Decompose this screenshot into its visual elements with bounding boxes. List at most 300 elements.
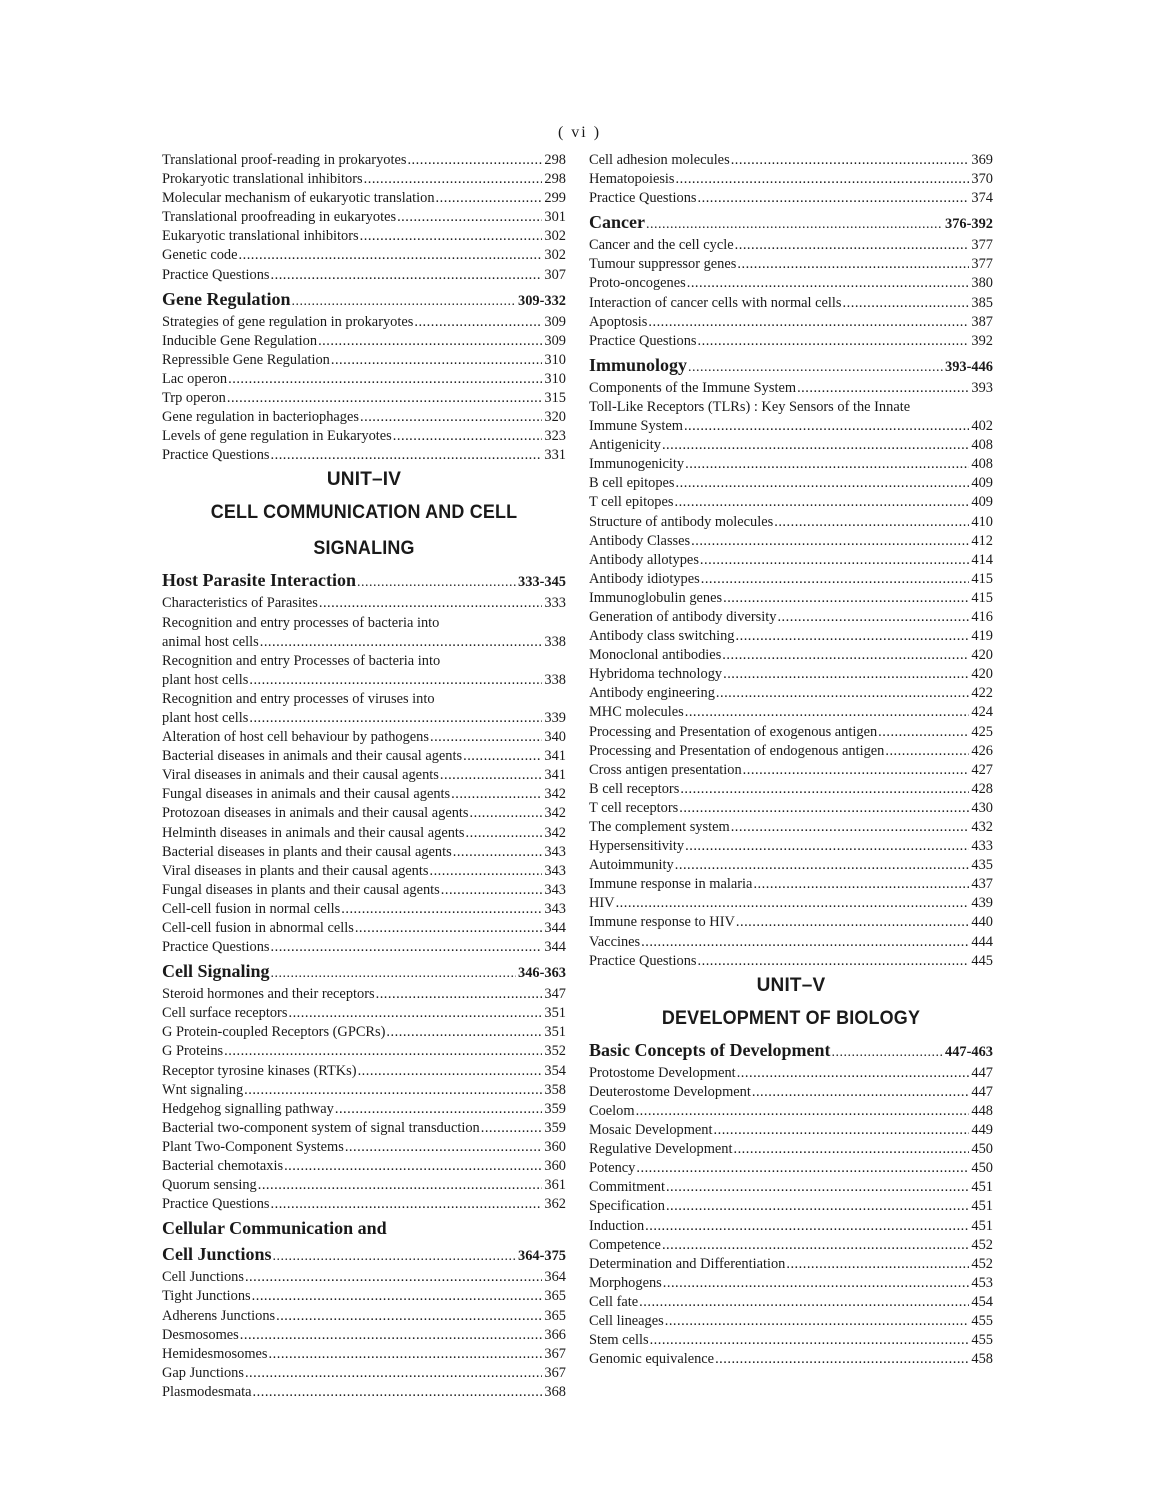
- dot-leader: [260, 633, 543, 652]
- entry-page: 362: [544, 1196, 566, 1213]
- entry-page: 385: [971, 294, 993, 311]
- toc-entry[interactable]: [162, 1004, 566, 1023]
- entry-page: 354: [544, 1062, 566, 1079]
- entry-page: 369: [971, 152, 993, 168]
- dot-leader: [436, 189, 543, 208]
- entry-page: 440: [971, 914, 993, 931]
- toc-entry[interactable]: [162, 728, 566, 747]
- entry-title: Determination and Differentiation: [589, 1255, 786, 1272]
- entry-title: Levels of gene regulation in Eukaryotes: [162, 428, 392, 445]
- dot-leader: [831, 1041, 943, 1064]
- toc-entry[interactable]: [589, 1159, 993, 1178]
- entry-title: Viral diseases in animals and their causal agents: [162, 767, 439, 784]
- toc-entry[interactable]: [589, 1197, 993, 1216]
- dot-leader: [258, 1176, 543, 1195]
- entry-page: 366: [544, 1326, 566, 1343]
- dot-leader: [685, 455, 969, 474]
- entry-page: 452: [971, 1255, 993, 1272]
- toc-entry[interactable]: [589, 933, 993, 952]
- toc-entry[interactable]: [162, 1081, 566, 1100]
- chapter-title: Cell Junctions: [162, 1244, 272, 1265]
- entry-title: T cell epitopes: [589, 494, 674, 511]
- toc-entry[interactable]: [162, 370, 566, 389]
- chapter-page-range: 364-375: [518, 1248, 566, 1265]
- entry-page: 392: [971, 332, 993, 349]
- dot-leader: [731, 151, 970, 170]
- toc-entry[interactable]: [162, 1042, 566, 1061]
- entry-page: 364: [544, 1269, 566, 1286]
- dot-leader: [666, 1197, 969, 1216]
- toc-entry[interactable]: [589, 1121, 993, 1140]
- entry-title: Receptor tyrosine kinases (RTKs): [162, 1062, 357, 1079]
- entry-title: Helminth diseases in animals and their causal agents: [162, 824, 465, 841]
- entry-page: 298: [544, 152, 566, 168]
- entry-page: 439: [971, 895, 993, 912]
- entry-title: Monoclonal antibodies: [589, 647, 722, 664]
- dot-leader: [698, 952, 970, 971]
- toc-entry[interactable]: [162, 1023, 566, 1042]
- entry-page: 393: [971, 379, 993, 396]
- dot-leader: [665, 1312, 970, 1331]
- entry-page: 432: [971, 819, 993, 835]
- dot-leader: [701, 570, 970, 589]
- entry-title: Processing and Presentation of exogenous antigen: [589, 723, 878, 740]
- toc-entry[interactable]: [589, 1217, 993, 1236]
- toc-entry[interactable]: [162, 881, 566, 900]
- toc-entry[interactable]: [589, 332, 993, 351]
- unit-title: DEVELOPMENT OF BIOLOGY: [661, 1006, 921, 1029]
- entry-page: 377: [971, 256, 993, 273]
- entry-page: 343: [544, 881, 566, 898]
- toc-entry[interactable]: [589, 703, 993, 722]
- entry-page: 309: [544, 332, 566, 349]
- toc-entry[interactable]: [162, 1345, 566, 1364]
- dot-leader: [663, 1274, 970, 1293]
- entry-page: 452: [971, 1236, 993, 1253]
- toc-entry[interactable]: [589, 1331, 993, 1350]
- dot-leader: [662, 436, 969, 455]
- entry-page: 367: [544, 1364, 566, 1381]
- entry-page: 302: [544, 247, 566, 264]
- entry-page: 351: [544, 1005, 566, 1022]
- toc-entry[interactable]: [162, 389, 566, 408]
- entry-page: 365: [544, 1288, 566, 1305]
- entry-title: Deuterostome Development: [589, 1083, 751, 1100]
- entry-page: 424: [971, 704, 993, 721]
- toc-entry[interactable]: [589, 608, 993, 627]
- toc-entry[interactable]: [162, 1383, 566, 1402]
- entry-page: 408: [971, 456, 993, 473]
- entry-title: Practice Questions: [589, 190, 697, 207]
- dot-leader: [466, 824, 543, 843]
- dot-leader: [684, 417, 969, 436]
- toc-entry[interactable]: [589, 723, 993, 742]
- entry-title: Tumour suppressor genes: [589, 256, 737, 273]
- entry-page: 415: [971, 589, 993, 606]
- entry-page: 451: [971, 1179, 993, 1196]
- toc-entry[interactable]: [162, 1119, 566, 1138]
- entry-page: 447: [971, 1064, 993, 1081]
- dot-leader: [752, 1083, 970, 1102]
- dot-leader: [364, 170, 543, 189]
- dot-leader: [797, 379, 969, 398]
- dot-leader: [680, 780, 969, 799]
- toc-entry[interactable]: [162, 208, 566, 227]
- dot-leader: [453, 843, 543, 862]
- dot-leader: [273, 1245, 517, 1268]
- dot-leader: [284, 1157, 542, 1176]
- toc-entry[interactable]: [589, 913, 993, 932]
- entry-title: Practice Questions: [162, 266, 270, 283]
- entry-page: 368: [544, 1383, 566, 1400]
- toc-entry[interactable]: [589, 589, 993, 608]
- toc-entry[interactable]: [162, 1100, 566, 1119]
- toc-entry[interactable]: [589, 294, 993, 313]
- chapter-page-range: 309-332: [518, 292, 566, 309]
- toc-entry[interactable]: [162, 747, 566, 766]
- dot-leader: [245, 1268, 542, 1287]
- entry-title: MHC molecules: [589, 704, 684, 721]
- entry-page: 414: [971, 551, 993, 568]
- toc-entry[interactable]: [162, 1287, 566, 1306]
- toc-entry[interactable]: [589, 952, 993, 971]
- toc-entry[interactable]: [162, 594, 566, 613]
- toc-entry[interactable]: [162, 446, 566, 465]
- dot-leader: [414, 313, 542, 332]
- toc-entry[interactable]: [589, 379, 993, 398]
- entry-title: Plasmodesmata: [162, 1383, 252, 1400]
- toc-entry[interactable]: [162, 313, 566, 332]
- chapter-title-line: Cellular Communication and: [162, 1218, 387, 1239]
- entry-title: Bacterial chemotaxis: [162, 1158, 284, 1175]
- toc-entry[interactable]: [162, 633, 566, 652]
- dot-leader: [753, 875, 969, 894]
- toc-entry[interactable]: [589, 684, 993, 703]
- toc-entry[interactable]: [162, 1326, 566, 1345]
- toc-entry[interactable]: [589, 761, 993, 780]
- toc-entry[interactable]: [589, 513, 993, 532]
- entry-title: Protostome Development: [589, 1064, 736, 1081]
- dot-leader: [276, 1307, 542, 1326]
- dot-leader: [407, 151, 542, 170]
- toc-entry[interactable]: [589, 665, 993, 684]
- toc-entry[interactable]: [589, 474, 993, 493]
- entry-title: T cell receptors: [589, 799, 679, 816]
- unit-title: CELL COMMUNICATION AND CELL SIGNALING: [210, 501, 518, 560]
- toc-entry[interactable]: [589, 875, 993, 894]
- entry-title: Processing and Presentation of endogenous antigen: [589, 742, 885, 759]
- dot-leader: [676, 170, 970, 189]
- chapter-heading[interactable]: [162, 288, 566, 313]
- toc-entry[interactable]: [589, 170, 993, 189]
- toc-entry[interactable]: [589, 493, 993, 512]
- entry-title: plant host cells: [162, 671, 249, 688]
- entry-title: Cell surface receptors: [162, 1005, 288, 1022]
- entry-title-line: Recognition and entry processes of bacteria into: [162, 614, 440, 631]
- unit-heading: UNIT–V: [756, 974, 826, 996]
- toc-entry[interactable]: [589, 837, 993, 856]
- dot-leader: [269, 1345, 543, 1364]
- dot-leader: [245, 1364, 542, 1383]
- entry-page: 309: [544, 313, 566, 330]
- entry-title: Antibody engineering: [589, 685, 715, 702]
- entry-title: plant host cells: [162, 709, 249, 726]
- entry-title: HIV: [589, 895, 615, 912]
- toc-entry[interactable]: [162, 824, 566, 843]
- dot-leader: [249, 709, 542, 728]
- entry-title-line: Recognition and entry Processes of bacteria into: [162, 652, 441, 669]
- chapter-heading[interactable]: [589, 211, 993, 236]
- dot-leader: [470, 804, 543, 823]
- dot-leader: [715, 1350, 969, 1369]
- dot-leader: [650, 1331, 970, 1350]
- chapter-heading[interactable]: [589, 1039, 993, 1064]
- dot-leader: [636, 1102, 970, 1121]
- entry-title: Coelom: [589, 1102, 635, 1119]
- toc-entry[interactable]: [162, 189, 566, 208]
- toc-entry[interactable]: [162, 1176, 566, 1195]
- toc-entry[interactable]: [162, 1138, 566, 1157]
- entry-title: Components of the Immune System: [589, 379, 797, 396]
- dot-leader: [357, 571, 516, 594]
- chapter-title: Cell Signaling: [162, 961, 270, 982]
- toc-entry[interactable]: [162, 766, 566, 785]
- entry-page: 451: [971, 1198, 993, 1215]
- toc-entry[interactable]: [162, 1157, 566, 1176]
- toc-entry[interactable]: [162, 843, 566, 862]
- entry-page: 422: [971, 685, 993, 702]
- toc-entry[interactable]: [162, 227, 566, 246]
- entry-title: Translational proofreading in eukaryotes: [162, 209, 397, 226]
- toc-entry[interactable]: [162, 785, 566, 804]
- entry-title: Translational proof-reading in prokaryotes: [162, 152, 407, 168]
- dot-leader: [224, 1042, 542, 1061]
- toc-entry[interactable]: [589, 570, 993, 589]
- toc-entry[interactable]: [162, 938, 566, 957]
- entry-title: Cell lineages: [589, 1312, 664, 1329]
- entry-page: 448: [971, 1102, 993, 1119]
- entry-title-line: Recognition and entry processes of viruses into: [162, 690, 435, 707]
- toc-entry[interactable]: [589, 1350, 993, 1369]
- toc-entry[interactable]: [162, 170, 566, 189]
- chapter-page-range: 376-392: [945, 216, 993, 233]
- dot-leader: [691, 532, 969, 551]
- toc-entry[interactable]: [589, 894, 993, 913]
- toc-entry[interactable]: [589, 1140, 993, 1159]
- dot-leader: [429, 862, 542, 881]
- toc-entry[interactable]: [162, 1062, 566, 1081]
- toc-entry[interactable]: [589, 255, 993, 274]
- toc-entry[interactable]: [589, 151, 993, 170]
- chapter-heading[interactable]: [162, 569, 566, 594]
- entry-title: Alteration of host cell behaviour by pathogens: [162, 729, 429, 746]
- entry-page: 415: [971, 570, 993, 587]
- entry-title: Hedgehog signalling pathway: [162, 1100, 334, 1117]
- entry-page: 298: [544, 171, 566, 188]
- toc-entry[interactable]: [589, 646, 993, 665]
- dot-leader: [288, 1004, 542, 1023]
- toc-entry[interactable]: [589, 551, 993, 570]
- entry-page: 377: [971, 237, 993, 254]
- dot-leader: [240, 1326, 543, 1345]
- entry-title: Quorum sensing: [162, 1177, 257, 1194]
- toc-entry[interactable]: [589, 236, 993, 255]
- dot-leader: [666, 1178, 969, 1197]
- entry-page: 408: [971, 437, 993, 454]
- chapter-heading[interactable]: [162, 1243, 566, 1268]
- dot-leader: [777, 608, 969, 627]
- toc-entry[interactable]: [162, 427, 566, 446]
- toc-entry[interactable]: [589, 1064, 993, 1083]
- toc-entry[interactable]: [589, 799, 993, 818]
- toc-entry[interactable]: [162, 1195, 566, 1214]
- toc-entry[interactable]: [589, 1236, 993, 1255]
- dot-leader: [685, 837, 969, 856]
- chapter-heading[interactable]: [162, 960, 566, 985]
- dot-leader: [358, 1062, 543, 1081]
- toc-entry[interactable]: [162, 900, 566, 919]
- entry-page: 301: [544, 209, 566, 226]
- entry-title: Repressible Gene Regulation: [162, 351, 330, 368]
- toc-entry[interactable]: [162, 246, 566, 265]
- dot-leader: [271, 266, 543, 285]
- toc-entry[interactable]: [589, 1293, 993, 1312]
- dot-leader: [252, 1287, 543, 1306]
- dot-leader: [319, 594, 543, 613]
- dot-leader: [397, 208, 542, 227]
- dot-leader: [345, 1138, 543, 1157]
- toc-entry[interactable]: [589, 780, 993, 799]
- toc-entry[interactable]: [162, 671, 566, 690]
- entry-page: 451: [971, 1217, 993, 1234]
- toc-entry[interactable]: [162, 1364, 566, 1383]
- dot-leader: [688, 356, 943, 379]
- toc-entry[interactable]: [162, 862, 566, 881]
- toc-entry[interactable]: [589, 1102, 993, 1121]
- chapter-page-range: 447-463: [945, 1043, 993, 1060]
- entry-page: 360: [544, 1158, 566, 1175]
- entry-page: 387: [971, 313, 993, 330]
- entry-title: Hemidesmosomes: [162, 1345, 268, 1362]
- toc-entry[interactable]: [162, 985, 566, 1004]
- entry-title: Cell-cell fusion in abnormal cells: [162, 920, 354, 936]
- toc-entry[interactable]: [589, 1312, 993, 1331]
- toc-entry[interactable]: [589, 417, 993, 436]
- toc-entry[interactable]: [162, 151, 566, 170]
- chapter-heading[interactable]: [589, 354, 993, 379]
- toc-entry[interactable]: [589, 818, 993, 837]
- dot-leader: [733, 1140, 969, 1159]
- entry-page: 340: [544, 729, 566, 746]
- entry-title: B cell epitopes: [589, 475, 675, 492]
- toc-entry[interactable]: [589, 627, 993, 646]
- toc-entry[interactable]: [162, 804, 566, 823]
- entry-title: Bacterial two-component system of signal transduction: [162, 1119, 480, 1136]
- entry-title: Cell adhesion molecules: [589, 152, 730, 168]
- dot-leader: [716, 684, 970, 703]
- toc-entry[interactable]: [162, 332, 566, 351]
- dot-leader: [386, 1023, 542, 1042]
- entry-page: 412: [971, 532, 993, 549]
- entry-title: Genetic code: [162, 247, 238, 264]
- dot-leader: [360, 227, 543, 246]
- entry-page: 419: [971, 628, 993, 645]
- entry-title: Practice Questions: [162, 1196, 270, 1213]
- entry-title: Strategies of gene regulation in prokaryotes: [162, 313, 414, 330]
- entry-title: Hybridoma technology: [589, 666, 723, 683]
- toc-entry[interactable]: [162, 408, 566, 427]
- entry-page: 447: [971, 1083, 993, 1100]
- toc-entry[interactable]: [589, 856, 993, 875]
- entry-page: 351: [544, 1024, 566, 1041]
- entry-page: 450: [971, 1160, 993, 1177]
- entry-page: 409: [971, 475, 993, 492]
- entry-title: Practice Questions: [162, 939, 270, 956]
- dot-leader: [463, 747, 542, 766]
- toc-entry[interactable]: [162, 1268, 566, 1287]
- entry-page: 333: [544, 595, 566, 612]
- dot-leader: [723, 589, 969, 608]
- toc-entry[interactable]: [162, 919, 566, 938]
- toc-entry[interactable]: [589, 313, 993, 332]
- entry-page: 302: [544, 228, 566, 245]
- toc-entry[interactable]: [589, 532, 993, 551]
- toc-entry[interactable]: [162, 1307, 566, 1326]
- entry-title: Hypersensitivity: [589, 838, 685, 855]
- toc-entry[interactable]: [589, 1255, 993, 1274]
- entry-title: Genomic equivalence: [589, 1351, 715, 1368]
- entry-title: Structure of antibody molecules: [589, 513, 774, 530]
- toc-entry[interactable]: [162, 266, 566, 285]
- entry-page: 344: [544, 920, 566, 936]
- toc-entry[interactable]: [589, 1178, 993, 1197]
- dot-leader: [376, 985, 543, 1004]
- entry-title: Antibody idiotypes: [589, 570, 700, 587]
- chapter-page-range: 393-446: [945, 358, 993, 375]
- entry-page: 347: [544, 986, 566, 1003]
- entry-page: 359: [544, 1119, 566, 1136]
- entry-title: Proto-oncogenes: [589, 275, 686, 292]
- toc-entry[interactable]: [162, 351, 566, 370]
- dot-leader: [676, 474, 970, 493]
- toc-entry[interactable]: [589, 455, 993, 474]
- dot-leader: [228, 370, 542, 389]
- dot-leader: [639, 1293, 969, 1312]
- dot-leader: [227, 389, 543, 408]
- dot-leader: [645, 1217, 969, 1236]
- toc-entry[interactable]: [589, 189, 993, 208]
- dot-leader: [355, 919, 543, 938]
- entry-title: Fungal diseases in plants and their causal agents: [162, 881, 440, 898]
- toc-entry[interactable]: [589, 742, 993, 761]
- entry-title: Cell Junctions: [162, 1269, 244, 1286]
- toc-entry[interactable]: [162, 709, 566, 728]
- toc-entry[interactable]: [589, 1083, 993, 1102]
- chapter-title: Immunology: [589, 354, 688, 375]
- entry-title: Bacterial diseases in plants and their causal agents: [162, 843, 452, 860]
- entry-title: Tight Junctions: [162, 1288, 251, 1305]
- toc-entry[interactable]: [589, 436, 993, 455]
- entry-title: Antigenicity: [589, 437, 661, 454]
- entry-page: 310: [544, 370, 566, 387]
- toc-entry[interactable]: [589, 274, 993, 293]
- dot-leader: [843, 294, 970, 313]
- entry-page: 445: [971, 952, 993, 969]
- toc-entry[interactable]: [589, 1274, 993, 1293]
- dot-leader: [335, 1100, 543, 1119]
- entry-page: 359: [544, 1100, 566, 1117]
- entry-title: Characteristics of Parasites: [162, 595, 318, 612]
